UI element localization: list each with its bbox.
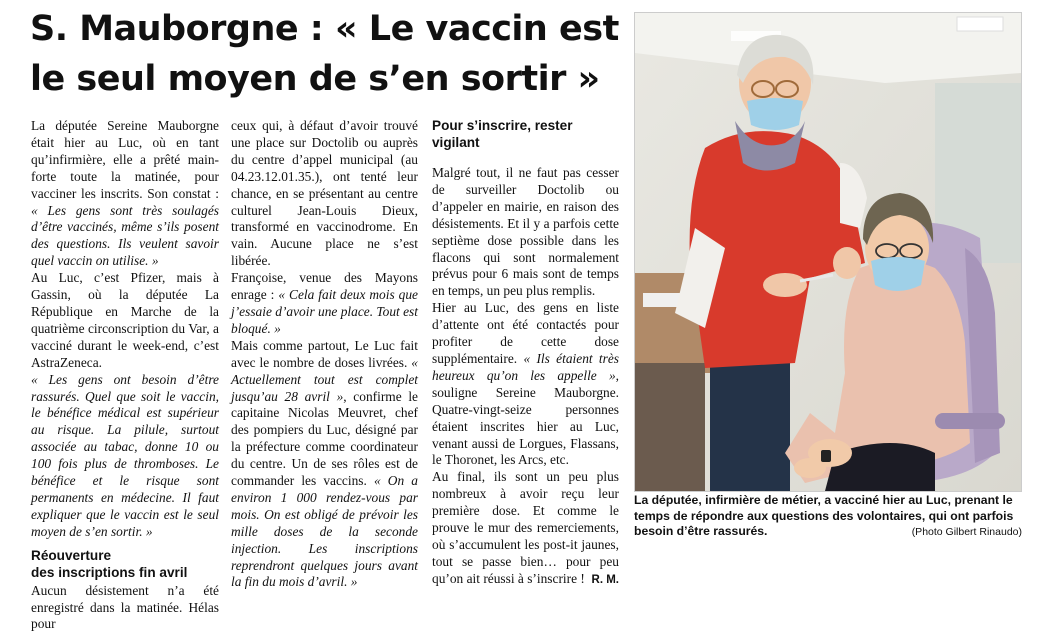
paragraph: Au Luc, c’est Pfizer, mais à Gassin, où la députée La République en Marche de la quatrième circonscription du Var, a vacciné durant le week-end, c’est AstraZeneca. <box>31 270 219 370</box>
quote: « On a environ 1 000 rendez-vous par mois. On est obligé de prévoir les mille doses de la seconde injection. Les inscriptions reprendront quelques jours avant la fin du mois d’avril. » <box>231 473 419 590</box>
subheading <box>31 547 219 581</box>
paragraph-text: Mais comme partout, Le Luc fait avec le nombre de doses livrées. <box>231 337 418 370</box>
paragraph-text: Françoise, venue des Mayons enrage : <box>231 270 418 303</box>
paragraph-text: , confirme le capitaine Nicolas Meuvret, chef des pompiers du Luc, désigné par la préfecture comme coordinateur du centre. Un de ses rôles est de commander les vaccins. <box>231 388 418 489</box>
headline-line1: S. Mauborgne : « Le vaccin est <box>30 9 619 49</box>
quote: « Actuellement tout est complet jusqu’au 28 avril » <box>231 354 418 404</box>
author-signature: R. M. <box>591 573 619 586</box>
subheading-line1: Réouverture <box>31 547 112 563</box>
paragraph-text: , souligne Sereine Mauborgne. Quatre-vingt-seize personnes étaient inscrites hier au Luc, venant aussi de Lorgues, Flassans, le Thoronet, les Arcs, etc. <box>432 367 619 468</box>
paragraph <box>231 270 418 338</box>
article-column-3 <box>432 117 619 589</box>
photo-credit: (Photo Gilbert Rinaudo) <box>911 526 1022 539</box>
article-column-1 <box>31 118 219 633</box>
paragraph: Malgré tout, il ne faut pas cesser de surveiller Doctolib ou d’appeler en mairie, en raison des désistements. Et il y a parfois cette septième dose possible dans les flacons qui sont normalement prévus pour 6 mais sont de temps en temps, un peu plus remplis. <box>432 165 619 299</box>
headline <box>30 4 630 104</box>
subheading-line2: des inscriptions fin avril <box>31 564 188 580</box>
photo-caption <box>634 493 1022 541</box>
paragraph-text: Hier au Luc, des gens en liste d’attente ont été contactés pour profiter de cette dose supplémentaire. <box>432 300 619 366</box>
paragraph-text: La députée Sereine Mauborgne était hier au Luc, où en tant qu’infirmière, elle a prêté main-forte toute la matinée, pour vacciner les inscrits. Son constat : <box>31 118 219 201</box>
article-column-2 <box>231 118 418 591</box>
quote: « Les gens sont très soulagés d’être vaccinés, même s’ils posent des questions. Ils veulent savoir quel vaccin on utilise. » <box>31 202 219 269</box>
caption-text: La députée, infirmière de métier, a vacciné hier au Luc, prenant le temps de répondre aux questions des volontaires, qui ont parfois besoin d’être rassurés. <box>634 493 1014 539</box>
paragraph: ceux qui, à défaut d’avoir trouvé une place sur Doctolib ou auprès du centre d’appel municipal (au 04.23.12.01.35.), ont tenté leur chance, en se présentant au centre culturel Jean-Louis Dieux, transformé en vaccinodrome. En vain. Aucune place ne s’est libérée. <box>231 118 418 269</box>
subheading: Pour s’inscrire, rester vigilant <box>432 118 573 150</box>
paragraph: Aucun désistement n’a été enregistré dans la matinée. Hélas pour <box>31 582 219 632</box>
paragraph <box>231 338 418 592</box>
quote: « Les gens ont besoin d’être rassurés. Quel que soit le vaccin, le bénéfice médical est supérieur au risque. La pilule, surtout associée au tabac, donne 10 ou 100 fois plus de thromboses. Le bénéfice et le risque sont permanents en médecine. Il faut expliquer que le vaccin est le seul moyen de s’en sortir. » <box>31 371 219 539</box>
vaccination-photo <box>634 12 1022 492</box>
headline-line2: le seul moyen de s’en sortir » <box>30 59 600 99</box>
quote: « Cela fait deux mois que j’essaie d’avoir une place. Tout est bloqué. » <box>231 287 418 336</box>
paragraph <box>432 300 619 469</box>
paragraph <box>31 118 219 270</box>
quote: « Ils étaient très heureux qu’on les appelle » <box>432 350 620 383</box>
paragraph: Au final, ils sont un peu plus nombreux à avoir reçu leur première dose. Et comme le prouve le mur des remerciements, où s’accumulent les post-it jaunes, tout se passe bien… pour peu qu’on ait réussi à s’inscrire ! <box>432 469 619 586</box>
